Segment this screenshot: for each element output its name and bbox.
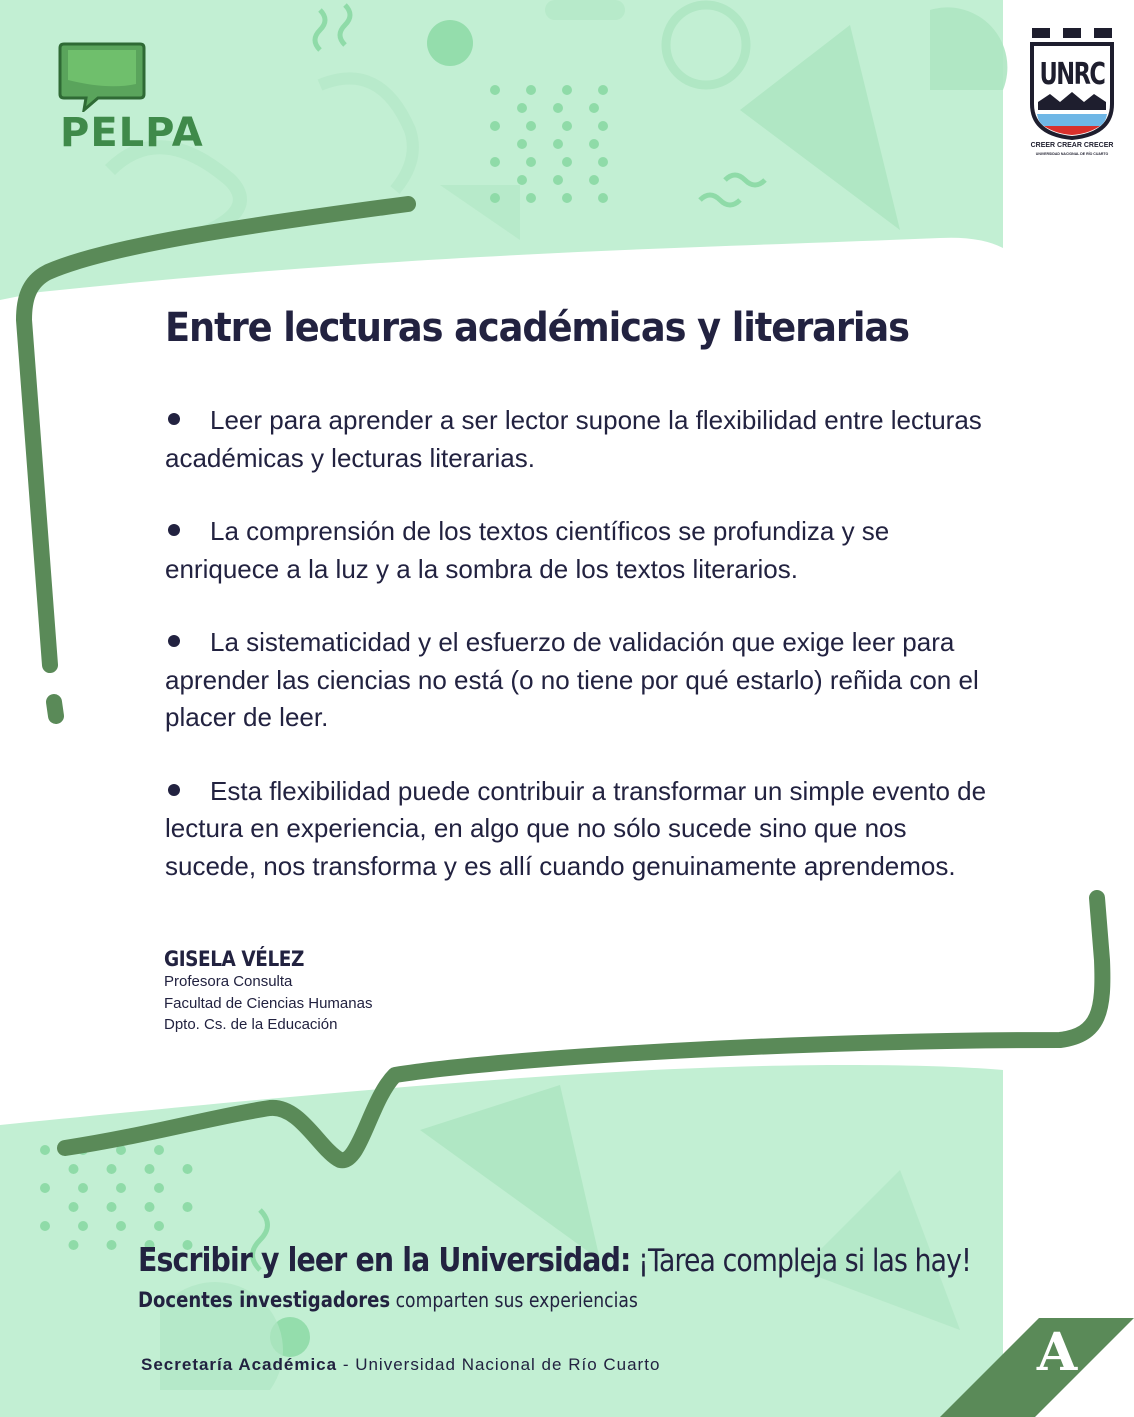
svg-text:A: A: [1036, 1322, 1078, 1383]
decor-dot: [154, 1183, 164, 1193]
unrc-logo: [1028, 26, 1116, 160]
secretaria-badge: [940, 1318, 1134, 1417]
decor-dot: [553, 139, 563, 149]
list-item: Leer para aprender a ser lector supone la flexibilidad entre lecturas académicas y lecturas literarias.: [165, 405, 982, 473]
decor-dot: [490, 85, 500, 95]
decor-dot: [562, 85, 572, 95]
author-department: Dpto. Cs. de la Educación: [164, 1016, 338, 1033]
brush-dot-left: [54, 702, 56, 716]
decor-dot: [490, 157, 500, 167]
decor-dot: [154, 1221, 164, 1231]
decor-dot: [562, 193, 572, 203]
author-faculty: Facultad de Ciencias Humanas: [164, 994, 373, 1012]
decor-dot: [116, 1183, 126, 1193]
chat-bubble-icon: [58, 40, 148, 112]
author-block: [164, 947, 372, 1036]
list-item: La comprensión de los textos científicos se profundiza y se enriquece a la luz y a la sombra de los textos literarios.: [165, 516, 890, 584]
decor-dot: [78, 1183, 88, 1193]
unrc-shield-icon: [1028, 26, 1116, 140]
decor-dot: [598, 157, 608, 167]
university-tagline: CREER CREAR CRECER: [1030, 142, 1114, 149]
decor-dot: [598, 85, 608, 95]
decor-dot: [589, 139, 599, 149]
decor-dot: [589, 175, 599, 185]
decor-dot: [589, 103, 599, 113]
footer-credit: Secretaría Académica - Universidad Nacional de Río Cuarto: [141, 1355, 661, 1374]
decor-dot: [517, 103, 527, 113]
decor-dot: [562, 157, 572, 167]
bullet-icon: [168, 413, 180, 425]
decor-dot: [40, 1221, 50, 1231]
bullet-icon: [168, 524, 180, 536]
brand-name: PELPA: [60, 110, 204, 156]
decor-dot: [69, 1164, 79, 1174]
bullet-list: [165, 402, 995, 921]
decor-dot: [517, 139, 527, 149]
decor-dot: [526, 157, 536, 167]
footer-title: Escribir y leer en la Universidad: ¡Tarea compleja si las hay!: [138, 1240, 971, 1279]
pelpa-logo: [58, 40, 208, 160]
decor-dot: [40, 1145, 50, 1155]
decor-dot: [553, 175, 563, 185]
decor-dot: [107, 1164, 117, 1174]
decor-dot: [40, 1183, 50, 1193]
decor-dot: [517, 175, 527, 185]
decor-dot: [183, 1164, 193, 1174]
decor-dot: [145, 1164, 155, 1174]
list-item: Esta flexibilidad puede contribuir a transformar un simple evento de lectura en experiencia, en algo que no sólo sucede sino que nos sucede, nos transforma y es allí cuando genuinamente aprendemos.: [165, 775, 987, 881]
decor-dot: [526, 193, 536, 203]
bullet-icon: [168, 784, 180, 796]
decor-dot: [107, 1202, 117, 1212]
decor-dot: [183, 1202, 193, 1212]
decor-dot: [553, 103, 563, 113]
decor-dot: [69, 1240, 79, 1250]
bullet-icon: [168, 635, 180, 647]
decor-dot: [145, 1202, 155, 1212]
decor-dot: [78, 1221, 88, 1231]
decor-dot: [107, 1240, 117, 1250]
decor-dot: [69, 1202, 79, 1212]
svg-text:UNRC: UNRC: [1039, 56, 1105, 92]
decor-dot: [490, 121, 500, 131]
decor-dot: [526, 85, 536, 95]
decor-dot: [562, 121, 572, 131]
article-title: Entre lecturas académicas y literarias: [165, 305, 909, 351]
footer-subtitle: Docentes investigadores comparten sus experiencias: [138, 1288, 638, 1312]
list-item: La sistematicidad y el esfuerzo de validación que exige leer para aprender las ciencias no está (o no tiene por qué estarlo) reñida con el placer de leer.: [165, 627, 979, 732]
decor-dot: [490, 193, 500, 203]
author-role: Profesora Consulta: [164, 973, 293, 990]
decor-dot: [154, 1145, 164, 1155]
university-full-name: UNIVERSIDAD NACIONAL DE RÍO CUARTO: [1035, 152, 1109, 156]
decor-dot: [598, 193, 608, 203]
author-name: GISELA VÉLEZ: [164, 947, 304, 971]
decor-dot: [598, 121, 608, 131]
decor-dot: [116, 1221, 126, 1231]
decor-dot: [526, 121, 536, 131]
